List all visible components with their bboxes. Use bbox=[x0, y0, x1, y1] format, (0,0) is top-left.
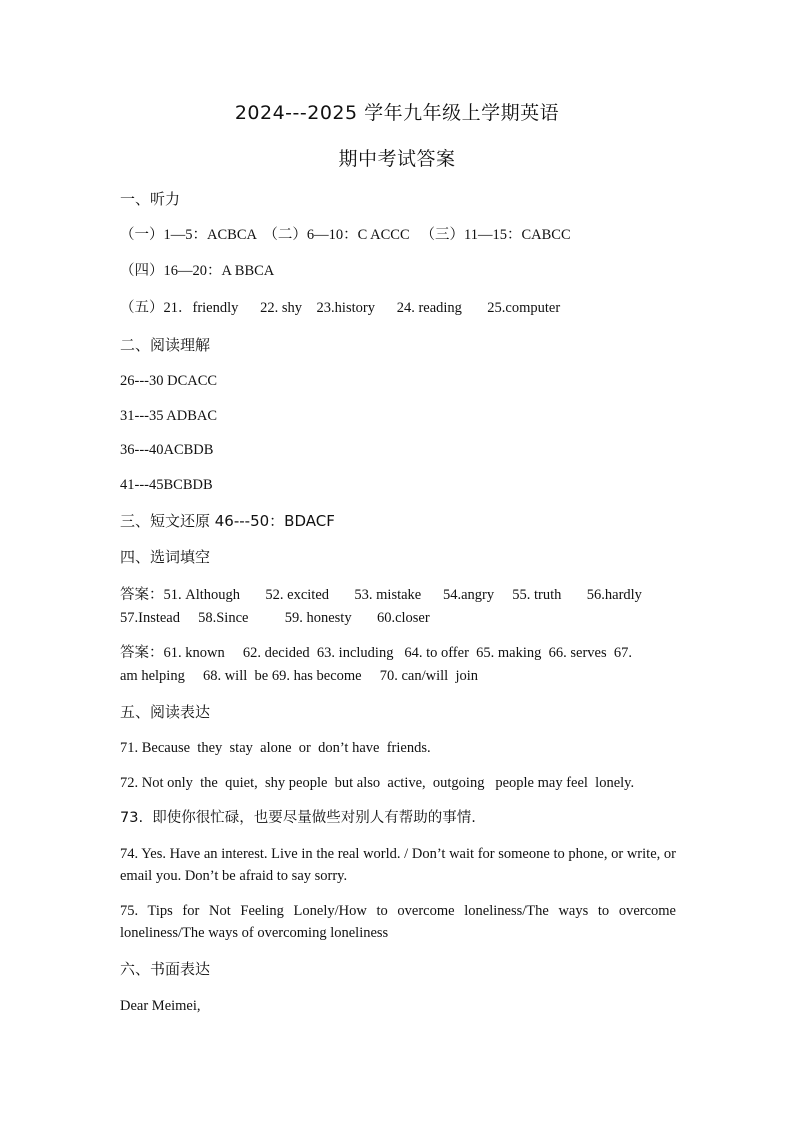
section-reading-expression-heading: 五、阅读表达 bbox=[120, 703, 211, 721]
word-fill-answers-57-60: 57.Instead 58.Since 59. honesty 60.closer bbox=[120, 610, 430, 626]
listening-answers-1-15: （一）1—5：ACBCA （二）6—10：C ACCC （三）11—15：CABCC bbox=[120, 227, 571, 243]
section-listening-heading: 一、听力 bbox=[120, 190, 181, 208]
section-passage-restore: 三、短文还原 46---50：BDACF bbox=[120, 512, 335, 530]
answer-73: 73. 即使你很忙碌，也要尽量做些对别人有帮助的事情. bbox=[120, 810, 476, 826]
reading-answers-26-30: 26---30 DCACC bbox=[120, 373, 218, 389]
answer-72: 72. Not only the quiet, shy people but also active, outgoing people may feel lonely. bbox=[120, 775, 635, 791]
answer-71: 71. Because they stay alone or don’t have friends. bbox=[120, 740, 431, 756]
letter-salutation: Dear Meimei, bbox=[120, 998, 201, 1014]
listening-answers-16-20: （四）16—20：A BBCA bbox=[120, 263, 275, 279]
reading-answers-31-35: 31---35 ADBAC bbox=[120, 408, 218, 424]
reading-answers-41-45: 41---45BCBDB bbox=[120, 477, 213, 493]
section-writing-heading: 六、书面表达 bbox=[120, 960, 211, 978]
reading-answers-36-40: 36---40ACBDB bbox=[120, 442, 214, 458]
document-title-line-1: 2024---2025 学年九年级上学期英语 bbox=[234, 102, 560, 124]
document-title-line-2: 期中考试答案 bbox=[338, 148, 456, 170]
answer-75: 75. Tips for Not Feeling Lonely/How to overcome loneliness/The ways to overcome loneliness/The ways of overcoming loneliness bbox=[120, 903, 676, 941]
word-fill-answers-51-56: 答案：51. Although 52. excited 53. mistake 54.angry 55. truth 56.hardly bbox=[120, 587, 642, 603]
word-fill-answers-61-67: 答案：61. known 62. decided 63. including 64. to offer 65. making 66. serves 67. bbox=[120, 645, 632, 661]
section-word-fill-heading: 四、选词填空 bbox=[120, 548, 211, 566]
word-fill-answers-67-70: am helping 68. will be 69. has become 70. can/will join bbox=[120, 668, 479, 684]
answer-74: 74. Yes. Have an interest. Live in the real world. / Don’t wait for someone to phone, or write, or email you. Don’t be afraid to say sorry. bbox=[120, 846, 676, 884]
section-reading-heading: 二、阅读理解 bbox=[120, 336, 211, 354]
listening-answers-21-25: （五）21．friendly 22. shy 23.history 24. reading 25.computer bbox=[120, 300, 561, 316]
